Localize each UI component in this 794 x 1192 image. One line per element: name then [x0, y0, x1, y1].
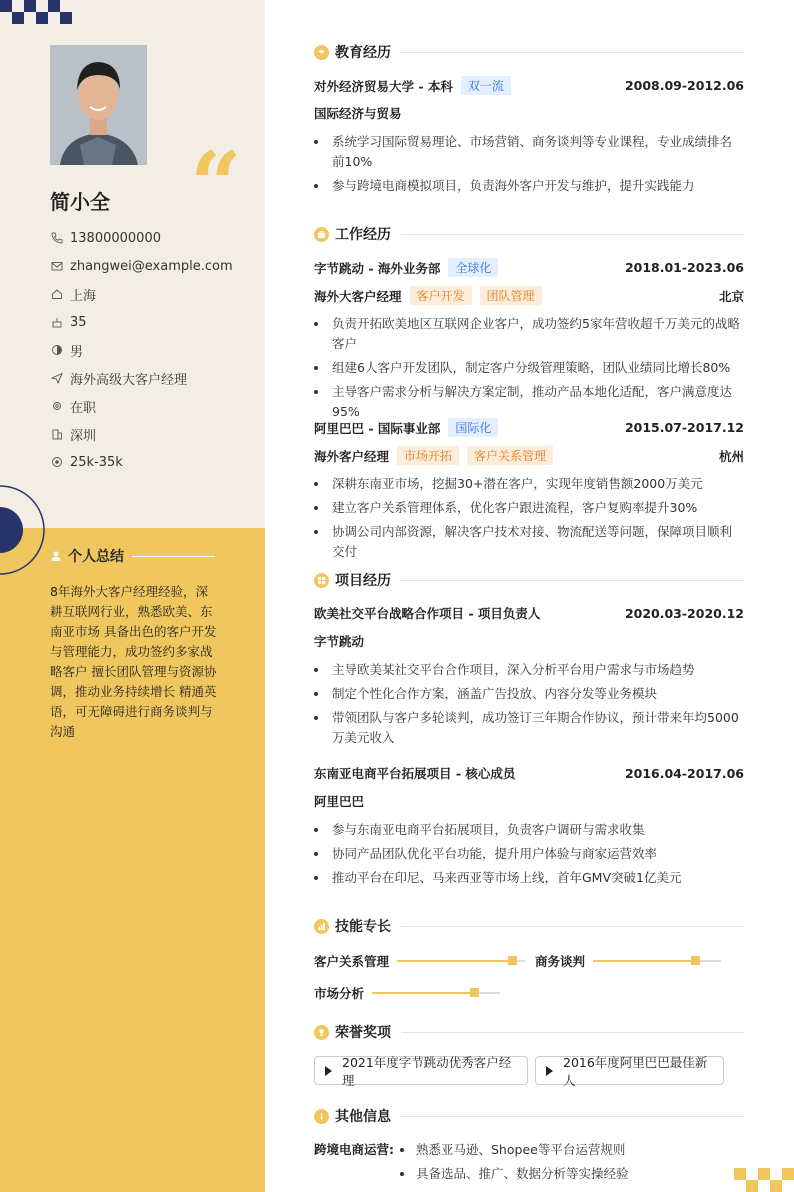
education-icon	[314, 45, 329, 60]
cake-icon	[50, 316, 63, 329]
list-item: 参与跨境电商模拟项目，负责海外客户开发与维护，提升实践能力	[314, 176, 744, 196]
list-item: 主导客户需求分析与解决方案定制，推动产品本地化适配，客户满意度达95%	[314, 382, 744, 422]
project-org-row	[314, 792, 744, 810]
skill-name: 市场分析	[314, 986, 365, 1001]
gear-icon	[50, 400, 63, 413]
education-header	[314, 42, 744, 62]
list-item: 协同产品团队优化平台功能，提升用户体验与商家运营效率	[314, 844, 744, 864]
skill-bar-fill	[397, 960, 512, 962]
city-row	[50, 280, 233, 308]
avatar	[50, 45, 147, 165]
job-location: 杭州	[718, 448, 744, 464]
job-location: 北京	[718, 288, 744, 304]
job-period: 2018.01-2023.06	[624, 260, 744, 275]
job-value: 海外高级大客户经理	[70, 372, 188, 388]
education-title: 教育经历	[335, 45, 391, 61]
job-role: 海外客户经理	[314, 448, 390, 464]
list-item: 建立客户关系管理体系，优化客户跟进流程，客户复购率提升30%	[314, 498, 744, 518]
awards-title: 荣誉奖项	[335, 1025, 391, 1041]
project-header-row	[314, 764, 744, 782]
salary-value: 25k-35k	[70, 454, 123, 470]
skill-bar-fill	[593, 960, 695, 962]
skill-tag: 团队管理	[480, 286, 542, 305]
award-item	[535, 1054, 724, 1088]
chart-icon	[314, 919, 329, 934]
list-item: 参与东南亚电商平台拓展项目，负责客户调研与需求收集	[314, 820, 744, 840]
skill-name: 客户关系管理	[314, 954, 390, 969]
work-header	[314, 224, 744, 244]
home-icon	[50, 288, 63, 301]
city-value: 上海	[70, 288, 97, 304]
education-row	[314, 76, 744, 95]
skill-tag: 客户开发	[410, 286, 472, 305]
phone-icon	[50, 232, 63, 245]
project-bullets	[314, 820, 744, 892]
phone-value: 13800000000	[70, 230, 161, 246]
skill-bar	[372, 992, 500, 994]
coin-icon	[50, 456, 63, 469]
list-item: 具备选品、推广、数据分析等实操经验	[398, 1164, 629, 1188]
play-icon	[325, 1066, 332, 1076]
other-header	[314, 1106, 744, 1126]
school-name: 对外经济贸易大学 - 本科	[314, 78, 453, 94]
target-city-row	[50, 420, 233, 448]
award-label: 2016年度阿里巴巴最佳新人	[563, 1054, 708, 1088]
job-role-row	[314, 286, 744, 305]
projects-title: 项目经历	[335, 573, 391, 589]
major-row	[314, 104, 744, 122]
list-item: 系统学习国际贸易理论、市场营销、商务谈判等专业课程，专业成绩排名前10%	[314, 132, 744, 172]
list-item: 组建6人客户开发团队，制定客户分级管理策略，团队业绩同比增长80%	[314, 358, 744, 378]
skill-bar	[397, 960, 525, 962]
status-value: 在职	[70, 400, 97, 416]
age-value: 35	[70, 314, 87, 330]
job-period: 2015.07-2017.12	[624, 420, 744, 435]
section-divider	[401, 234, 744, 235]
projects-header	[314, 570, 744, 590]
circle-decoration-left	[0, 485, 46, 575]
list-item: 推动平台在印尼、马来西亚等市场上线，首年GMV突破1亿美元	[314, 868, 744, 888]
education-bullets	[314, 132, 744, 200]
gender-value: 男	[70, 344, 84, 360]
skill-bar-knob	[691, 956, 700, 965]
skill-bar-knob	[508, 956, 517, 965]
project-period: 2020.03-2020.12	[624, 605, 744, 621]
project-org: 字节跳动	[314, 634, 365, 649]
job-row	[50, 364, 233, 392]
list-item: 深耕东南亚市场，挖掘30+潜在客户，实现年度销售额2000万美元	[314, 474, 744, 494]
awards-header	[314, 1022, 744, 1042]
company-name: 字节跳动 - 海外业务部	[314, 260, 441, 276]
section-divider	[401, 1032, 744, 1033]
summary-header	[50, 546, 215, 566]
list-item: 协调公司内部资源，解决客户技术对接、物流配送等问题，保障项目顺利交付	[314, 522, 744, 562]
list-item: 主导欧美某社交平台合作项目，深入分析平台用户需求与市场趋势	[314, 660, 744, 680]
user-icon	[50, 547, 62, 566]
skill-item	[535, 952, 721, 970]
company-tag: 国际化	[448, 418, 498, 437]
mail-icon	[50, 260, 63, 273]
education-period: 2008.09-2012.06	[624, 78, 744, 93]
email-row	[50, 252, 233, 280]
salary-row	[50, 448, 233, 476]
award-item	[314, 1054, 528, 1088]
section-divider	[401, 926, 744, 927]
gender-row	[50, 336, 233, 364]
skill-item	[314, 952, 525, 970]
work-title: 工作经历	[335, 227, 391, 243]
list-item: 负责开拓欧美地区互联网企业客户，成功签约5家年营收超千万美元的战略客户	[314, 314, 744, 354]
checker-decoration	[0, 0, 75, 26]
school-tag: 双一流	[461, 76, 511, 95]
project-header-row	[314, 604, 744, 622]
list-item: 制定个性化合作方案，涵盖广告投放、内容分发等业务模块	[314, 684, 744, 704]
email-value: zhangwei@example.com	[70, 258, 233, 274]
summary-title: 个人总结	[68, 549, 124, 565]
other-list	[398, 1140, 629, 1188]
project-period: 2016.04-2017.06	[624, 765, 744, 781]
quote-icon: “	[190, 132, 242, 238]
target-city-value: 深圳	[70, 428, 97, 444]
award-label: 2021年度字节跳动优秀客户经理	[342, 1054, 512, 1088]
play-icon	[546, 1066, 553, 1076]
major-name: 国际经济与贸易	[314, 106, 402, 121]
company-tag: 全球化	[448, 258, 498, 277]
summary-divider	[132, 556, 215, 557]
gender-icon	[50, 344, 63, 357]
building-icon	[50, 428, 63, 441]
job-bullets	[314, 314, 744, 426]
job-bullets	[314, 474, 744, 566]
job-role-row	[314, 446, 744, 465]
list-item: 熟悉亚马逊、Shopee等平台运营规则	[398, 1140, 629, 1164]
candidate-name: 简小全	[50, 190, 110, 214]
other-label: 跨境电商运营:	[314, 1142, 394, 1157]
other-title: 其他信息	[335, 1109, 391, 1125]
skill-tag: 客户关系管理	[467, 446, 553, 465]
job-header-row	[314, 418, 744, 437]
project-name: 欧美社交平台战略合作项目 - 项目负责人	[314, 606, 541, 621]
company-name: 阿里巴巴 - 国际事业部	[314, 420, 441, 436]
skills-header	[314, 916, 744, 936]
skills-title: 技能专长	[335, 919, 391, 935]
project-bullets	[314, 660, 744, 752]
skill-bar	[593, 960, 721, 962]
project-org: 阿里巴巴	[314, 794, 365, 809]
phone-row	[50, 224, 233, 252]
briefcase-icon	[314, 227, 329, 242]
contact-info	[50, 224, 233, 476]
list-item: 带领团队与客户多轮谈判，成功签订三年期合作协议，预计带来年均5000万美元收入	[314, 708, 744, 748]
grid-icon	[314, 573, 329, 588]
send-icon	[50, 372, 63, 385]
skill-item	[314, 984, 500, 1002]
section-divider	[401, 1116, 744, 1117]
info-icon	[314, 1109, 329, 1124]
project-name: 东南亚电商平台拓展项目 - 核心成员	[314, 766, 516, 781]
skill-tag: 市场开拓	[397, 446, 459, 465]
job-role: 海外大客户经理	[314, 288, 402, 304]
trophy-icon	[314, 1025, 329, 1040]
status-row	[50, 392, 233, 420]
project-org-row	[314, 632, 744, 650]
age-row	[50, 308, 233, 336]
section-divider	[401, 52, 744, 53]
circle-decoration-right	[718, 0, 794, 38]
checker-decoration-bottom	[734, 1168, 794, 1192]
skill-bar-fill	[372, 992, 474, 994]
skill-name: 商务谈判	[535, 954, 586, 969]
skill-bar-knob	[470, 988, 479, 997]
section-divider	[401, 580, 744, 581]
summary-text: 8年海外大客户经理经验，深耕互联网行业，熟悉欧美、东南亚市场 具备出色的客户开发与管理能力，成功签约多家战略客户 擅长团队管理与资源协调，推动业务持续增长 精通英语，可无障碍进行商务谈判与沟通	[50, 584, 217, 739]
job-header-row	[314, 258, 744, 277]
